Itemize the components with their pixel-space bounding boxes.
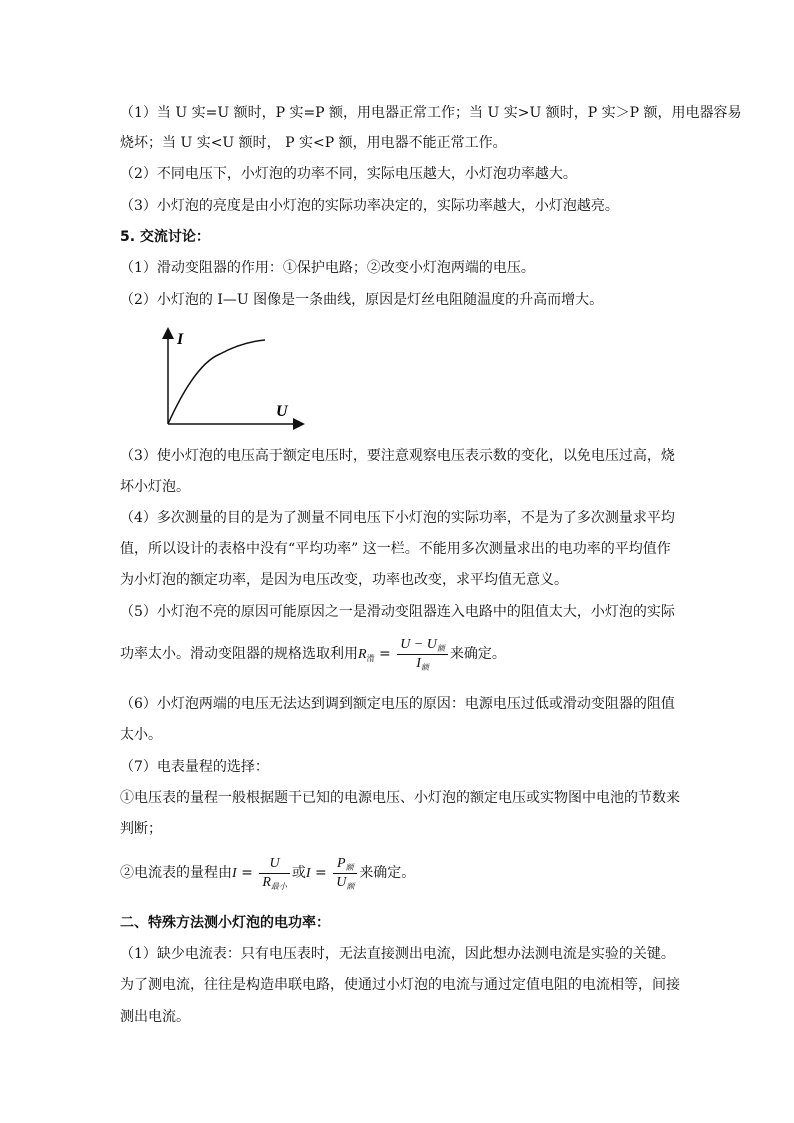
fraction [397, 636, 448, 673]
formula-subscript: 滑 [366, 654, 375, 663]
text-line: （2）小灯泡的 I—U 图像是一条曲线，原因是灯丝电阻随温度的升高而增大。 [120, 292, 604, 308]
text-line: （4）多次测量的目的是为了测量不同电压下小灯泡的实际功率，不是为了多次测量求平均 [120, 510, 675, 526]
y-axis-label: I [177, 331, 184, 348]
text-line: （7）电表量程的选择： [120, 759, 269, 775]
formula-symbol: I [232, 866, 237, 881]
formula-equals: = [315, 865, 327, 881]
text-segment: 来确定。 [359, 865, 416, 881]
text-line: 值，所以设计的表格中没有“平均功率” 这一栏。不能用多次测量求出的电功率的平均值作 [120, 541, 671, 557]
formula-equals: = [379, 646, 391, 662]
text-line: 判断； [120, 821, 162, 837]
text-line: 测出电流。 [120, 1009, 190, 1025]
text-line-with-formula [120, 634, 506, 675]
section-heading: 二、特殊方法测小灯泡的电功率： [120, 915, 330, 931]
fraction-numerator: $U - U_额$ [397, 636, 448, 655]
iu-curve [168, 340, 265, 424]
formula-symbol: I [305, 866, 311, 881]
formula-equals: = [241, 865, 253, 881]
text-line: 坏小灯泡。 [120, 479, 190, 495]
iu-curve-graph [150, 322, 310, 432]
text-segment: 来确定。 [449, 646, 506, 662]
text-line: （3）使小灯泡的电压高于额定电压时，要注意观察电压表示数的变化，以免电压过高，烧 [120, 448, 675, 464]
fraction-numerator: U [259, 855, 290, 874]
text-line: （5）小灯泡不亮的原因可能原因之一是滑动变阻器连入电路中的阻值太大，小灯泡的实际 [120, 604, 675, 620]
text-line: （3）小灯泡的亮度是由小灯泡的实际功率决定的，实际功率越大，小灯泡越亮。 [120, 198, 619, 214]
text-line: ①电压表的量程一般根据题干已知的电源电压、小灯泡的额定电压或实物图中电池的节数来 [120, 790, 680, 806]
fraction-denominator: $I_额$ [416, 655, 429, 672]
fraction-denominator: $U_额$ [336, 874, 355, 891]
fraction [333, 855, 357, 892]
text-line: （1）当 U 实=U 额时，P 实=P 额，用电器正常工作；当 U 实>U 额时，P 实＞P 额，用电器容易 [120, 105, 742, 121]
text-line: （1）缺少电流表：只有电压表时，无法直接测出电流，因此想办法测电流是实验的关键。 [120, 946, 675, 962]
section-heading: 5. 交流讨论： [120, 229, 210, 245]
x-axis-label: U [276, 403, 288, 420]
text-line-with-formula [120, 853, 415, 894]
text-line: 烧坏；当 U 实<U 额时， P 实<P 额，用电器不能正常工作。 [120, 135, 507, 151]
text-segment: ②电流表的量程由 [120, 865, 232, 881]
text-segment: 或 [291, 865, 306, 881]
text-segment: 功率太小。滑动变阻器的规格选取利用 [120, 646, 358, 662]
text-line: （2）不同电压下，小灯泡的功率不同，实际电压越大，小灯泡功率越大。 [120, 166, 577, 182]
text-line: （6）小灯泡两端的电压无法达到调到额定电压的原因：电源电压过低或滑动变阻器的阻值 [120, 696, 675, 712]
fraction-denominator: $R_{最小}$ [262, 874, 287, 891]
formula-symbol: R [358, 647, 367, 662]
fraction [259, 855, 290, 892]
fraction-numerator: $P_额$ [333, 855, 357, 874]
text-line: 太小。 [120, 727, 162, 743]
text-line: 为小灯泡的额定功率，是因为电压改变，功率也改变，求平均值无意义。 [120, 572, 568, 588]
text-line: 为了测电流，往往是构造串联电路，使通过小灯泡的电流与通过定值电阻的电流相等，间接 [120, 977, 680, 993]
text-line: （1）滑动变阻器的作用：①保护电路；②改变小灯泡两端的电压。 [120, 260, 535, 276]
